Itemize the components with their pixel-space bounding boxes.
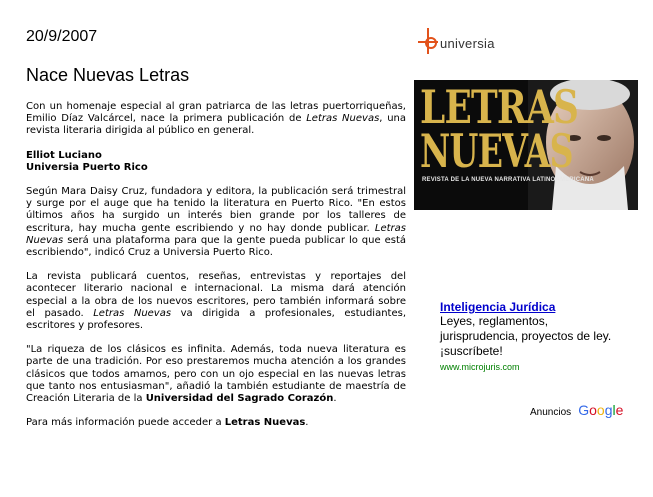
sponsored-ad (440, 300, 640, 372)
magazine-banner[interactable] (414, 80, 638, 210)
ad-text-line: jurisprudencia, proyectos de ley. (440, 329, 612, 343)
article-intro (26, 101, 406, 138)
quote-text-end: . (333, 393, 337, 405)
author-affiliation: Universia Puerto Rico (26, 161, 148, 173)
magazine-name: Letras Nuevas (26, 222, 406, 246)
intro-text: Con un homenaje especial al gran patriarca de las letras puertorriqueñas, Emilio Díaz Valcárcel, nace la primera publicación de (26, 101, 406, 125)
letras-nuevas-link[interactable]: Letras Nuevas (224, 417, 306, 429)
logo-text: universia (440, 36, 495, 51)
google-logo: Google (578, 402, 624, 418)
magazine-name: Letras Nuevas (306, 113, 380, 125)
quote-text: "La riqueza de los clásicos es infinita. Además, toda nueva literatura es parte de una tradición. Por eso prestaremos mucha atención a los grandes clásicos que todos amamos, pero con un ojo especial en las nuevas letras que tanto nos entusiasman", añadió la también estudiante de maestría de Creación Literaria de la (26, 344, 406, 405)
banner-tagline: REVISTA DE LA NUEVA NARRATIVA LATINOAMERICANA (422, 177, 594, 183)
author-name: Elliot Luciano (26, 149, 102, 161)
info-text-end: . (305, 417, 309, 429)
universia-logo-icon (418, 28, 438, 54)
ads-label: Anuncios (530, 407, 572, 418)
banner-line-1: LETRAS (420, 80, 579, 134)
article-paragraph (26, 417, 406, 429)
article-paragraph (26, 344, 406, 405)
ad-text-line: ¡suscríbete! (440, 344, 503, 358)
ads-by-google[interactable] (530, 400, 623, 419)
article-paragraph (26, 186, 406, 259)
universia-logo[interactable] (418, 28, 518, 54)
paragraph-text-end: va dirigida a profesionales, estudiantes, escritores y profesores. (26, 307, 407, 332)
article-title: Nace Nuevas Letras (26, 65, 190, 85)
paragraph-text-end: será una plataforma para que la gente pueda publicar lo que está escribiendo", indicó Cruz a Universia Puerto Rico. (26, 234, 406, 259)
article-date: 20/9/2007 (26, 28, 98, 45)
info-text: Para más información puede acceder a (26, 417, 225, 429)
magazine-name: Letras Nuevas (93, 307, 172, 319)
banner-line-2: NUEVAS (420, 124, 573, 178)
intro-text-end: , una revista literaria dirigida al público en general. (26, 113, 407, 137)
paragraph-text: La revista publicará cuentos, reseñas, entrevistas y reportajes del acontecer literario nacional e internacional. La misma dará atención especial a la obra de los nuevos escritores, pero también informará sobre el pasado. (26, 271, 406, 319)
article-paragraph (26, 271, 406, 332)
university-name: Universidad del Sagrado Corazón (145, 393, 334, 405)
paragraph-text: Según Mara Daisy Cruz, fundadora y editora, la publicación será trimestral y surge por el auge que ha tenido la literatura en Puerto Rico. "En estos últimos años ha surgido un interés bien grande por los talleres de escritura, hay mucha gente escribiendo y no hay donde publicar. (26, 186, 406, 234)
ad-text-line: Leyes, reglamentos, (440, 314, 549, 328)
ad-url-link[interactable]: www.microjuris.com (440, 362, 520, 372)
article-body (26, 101, 406, 441)
byline (26, 150, 406, 174)
ad-title-link[interactable]: Inteligencia Jurídica (440, 300, 556, 314)
